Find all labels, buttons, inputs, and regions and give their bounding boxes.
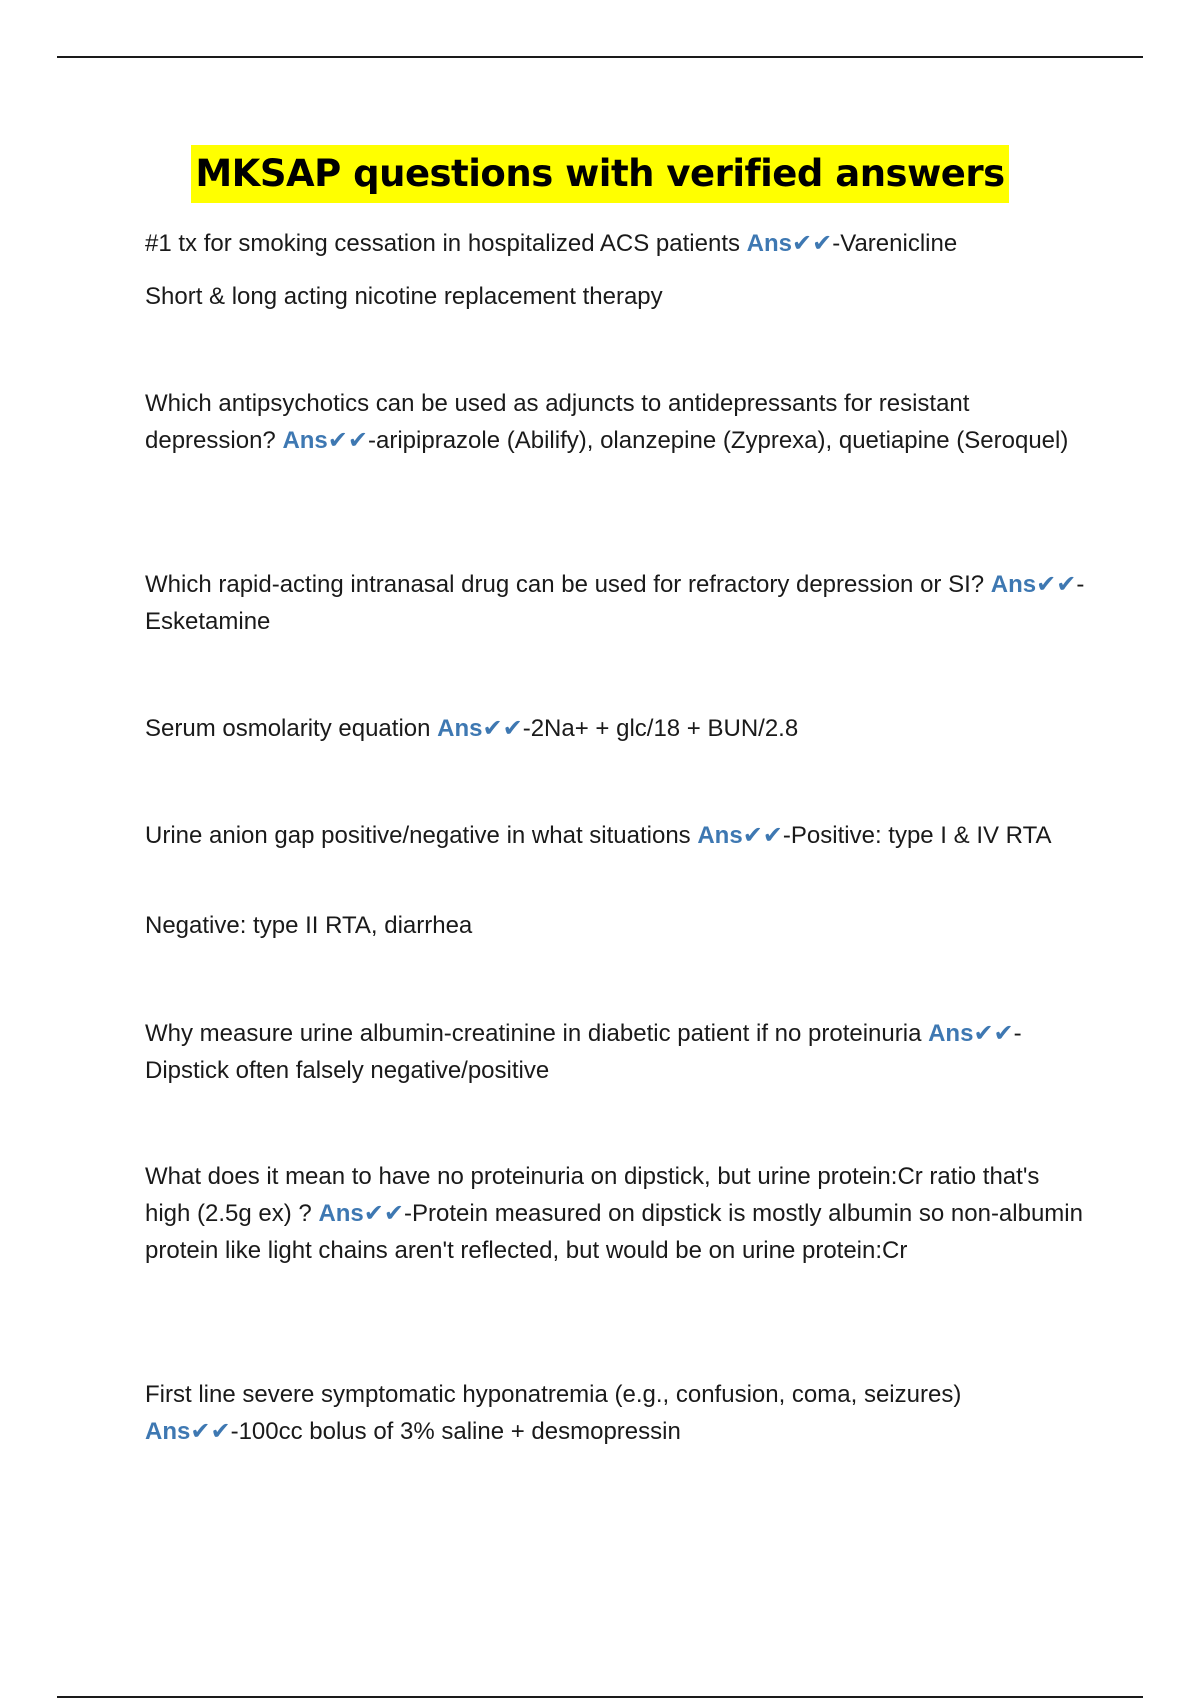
answer-prefix: - [1013, 1020, 1022, 1047]
qa-item [145, 1376, 1085, 1450]
question-text: #1 tx for smoking cessation in hospitalized ACS patients [145, 230, 747, 257]
extra-text: Negative: type II RTA, diarrhea [145, 912, 473, 939]
qa-item [145, 385, 1085, 459]
check-icon: ✔✔ [482, 715, 523, 742]
answer-prefix: - [368, 427, 376, 454]
answer-text: 100cc bolus of 3% saline + desmopressin [238, 1418, 681, 1445]
check-icon: ✔✔ [1036, 571, 1077, 598]
ans-label: Ans [282, 427, 328, 454]
header-rule [57, 56, 1143, 58]
footer-rule [57, 1696, 1143, 1698]
qa-extra-line [145, 278, 1085, 315]
answer-text: 2Na+ + glc/18 + BUN/2.8 [530, 715, 799, 742]
answer-text: Dipstick often falsely negative/positive [145, 1057, 550, 1084]
question-text: Serum osmolarity equation [145, 715, 438, 742]
ans-label: Ans [746, 230, 792, 257]
question-text: What does it mean to have no proteinuria on dipstick, but urine protein:Cr ratio that's high (2.5g ex) ? [145, 1163, 1040, 1227]
ans-label: Ans [697, 822, 743, 849]
ans-label: Ans [145, 1418, 191, 1445]
check-icon: ✔✔ [363, 1200, 404, 1227]
ans-label: Ans [437, 715, 483, 742]
title-container [0, 145, 1200, 203]
check-icon: ✔✔ [190, 1418, 231, 1445]
answer-prefix: - [782, 822, 791, 849]
qa-item [145, 710, 1085, 747]
qa-extra-line [145, 907, 1085, 944]
qa-item [145, 817, 1085, 854]
answer-text: Varenicline [840, 230, 958, 257]
ans-label: Ans [318, 1200, 364, 1227]
answer-text: aripiprazole (Abilify), olanzepine (Zyprexa), quetiapine (Seroquel) [376, 427, 1069, 454]
check-icon: ✔✔ [973, 1020, 1014, 1047]
answer-text: Esketamine [145, 608, 271, 635]
question-text: First line severe symptomatic hyponatremia (e.g., confusion, coma, seizures) [145, 1381, 962, 1408]
check-icon: ✔✔ [742, 822, 783, 849]
extra-text: Short & long acting nicotine replacement therapy [145, 283, 663, 310]
question-text: Which antipsychotics can be used as adjuncts to antidepressants for resistant depression? [145, 390, 970, 454]
check-icon: ✔✔ [327, 427, 368, 454]
answer-prefix: - [230, 1418, 239, 1445]
answer-prefix: - [832, 230, 841, 257]
answer-text: Positive: type I & IV RTA [790, 822, 1052, 849]
qa-item [145, 1158, 1085, 1269]
answer-prefix: - [522, 715, 531, 742]
check-icon: ✔✔ [792, 230, 833, 257]
qa-item [145, 1015, 1085, 1089]
page-title: MKSAP questions with verified answers [191, 145, 1008, 203]
question-text: Urine anion gap positive/negative in what situations [145, 822, 698, 849]
answer-text: Protein measured on dipstick is mostly albumin so non-albumin protein like light chains aren't reflected, but would be on urine protein:Cr [145, 1200, 1083, 1264]
ans-label: Ans [990, 571, 1037, 598]
ans-label: Ans [928, 1020, 974, 1047]
answer-prefix: - [404, 1200, 412, 1227]
qa-item [145, 225, 1085, 262]
question-text: Why measure urine albumin-creatinine in diabetic patient if no proteinuria [145, 1020, 929, 1047]
answer-prefix: - [1076, 571, 1085, 598]
question-text: Which rapid-acting intranasal drug can be used for refractory depression or SI? [145, 571, 991, 598]
qa-item [145, 566, 1085, 640]
